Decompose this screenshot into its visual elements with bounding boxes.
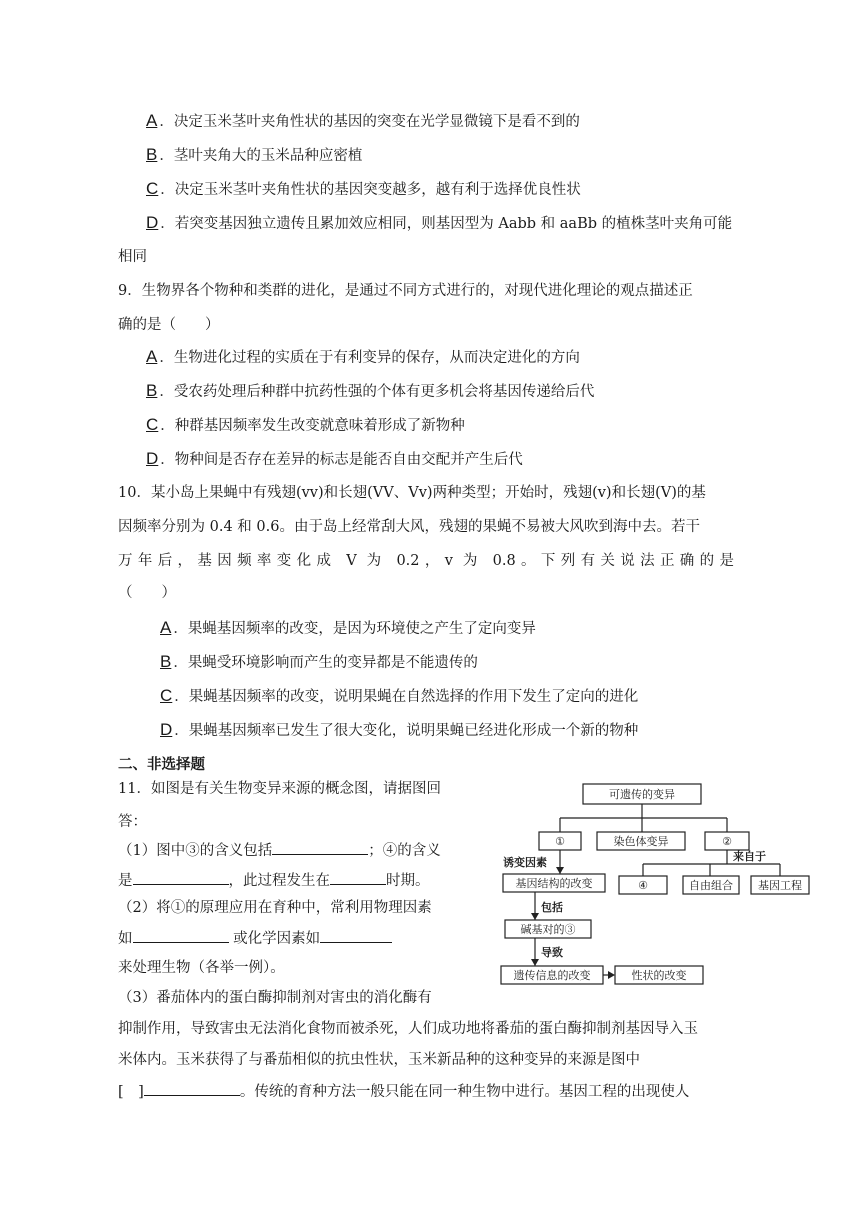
q11-part1-line-2: [118, 870, 430, 891]
option-text: ．若突变基因独立遗传且累加效应相同，则基因型为 Aabb 和 aaBb 的植株茎叶夹角可能: [160, 216, 733, 232]
from-label: 来自于: [733, 850, 766, 863]
option-letter: C: [160, 686, 173, 705]
option-text: ．果蝇基因频率已发生了很大变化，说明果蝇已经进化形成一个新的物种: [174, 723, 639, 739]
q11-part3-line-4: [118, 1081, 689, 1102]
option-text: ．物种间是否存在差异的标志是能否自由交配并产生后代: [160, 452, 523, 468]
concept-diagram: [495, 778, 815, 988]
option-text: ．果蝇基因频率的改变，说明果蝇在自然选择的作用下发生了定向的进化: [174, 689, 639, 705]
option-letter: A: [146, 347, 158, 366]
q11-part3-line-2: 抑制作用，导致害虫无法消化食物而被杀死，人们成功地将番茄的蛋白酶抑制剂基因导入玉: [118, 1021, 698, 1037]
q9-option-c: [146, 415, 465, 436]
option-text: ．受农药处理后种群中抗药性强的个体有更多机会将基因传递给后代: [159, 384, 595, 400]
answer-blank-4[interactable]: [133, 928, 229, 943]
heritable-variation-label: 可遗传的变异: [609, 788, 675, 801]
q11-part1-text-b: ；④的含义: [368, 843, 441, 859]
option-text: ．生物进化过程的实质在于有利变异的保存，从而决定进化的方向: [159, 350, 580, 366]
q10-option-b: [160, 652, 478, 673]
q8-option-a: [146, 111, 580, 132]
answer-blank-5[interactable]: [320, 928, 392, 943]
q8-option-c: [146, 179, 581, 200]
includes-label: 包括: [541, 901, 563, 914]
option-text: ．种群基因频率发生改变就意味着形成了新物种: [160, 418, 465, 434]
trait-change-label: 性状的改变: [631, 969, 687, 982]
q11-part2-line-3: 来处理生物（各举一例）。: [118, 960, 285, 976]
q11-part2-text-b: 如: [118, 931, 133, 947]
answer-blank-2[interactable]: [133, 870, 229, 885]
node2-label: ②: [722, 835, 732, 848]
q11-part1-text-c: 是: [118, 873, 133, 889]
option-letter: B: [146, 145, 158, 164]
q11-part3-line-3: 米体内。玉米获得了与番茄相似的抗虫性状，玉米新品种的这种变异的来源是图中: [118, 1052, 640, 1068]
q11-part1-text-e: 时期。: [386, 873, 430, 889]
node1-label: ①: [555, 835, 565, 848]
q9-option-a: [146, 347, 580, 368]
q11-part2-text-c: 或化学因素如: [228, 931, 321, 947]
option-letter: A: [160, 618, 172, 637]
option-letter: D: [146, 449, 159, 468]
option-text: ．决定玉米茎叶夹角性状的基因的突变在光学显微镜下是看不到的: [159, 114, 580, 130]
q9-option-d: [146, 449, 523, 470]
option-text: ．果蝇基因频率的改变，是因为环境使之产生了定向变异: [173, 621, 536, 637]
option-letter: C: [146, 179, 159, 198]
option-text: ．决定玉米茎叶夹角性状的基因突变越多，越有利于选择优良性状: [160, 182, 581, 198]
q10-option-a: [160, 618, 536, 639]
option-letter: D: [146, 213, 159, 232]
free-combination-label: 自由组合: [689, 879, 733, 892]
q10-option-c: [160, 686, 638, 707]
q11-part1-text-d: ，此过程发生在: [228, 873, 330, 889]
genetic-info-label: 遗传信息的改变: [513, 969, 591, 982]
q10-stem-line-2: 因频率分别为 0.4 和 0.6。由于岛上经常刮大风，残翅的果蝇不易被大风吹到海中去。若干: [118, 519, 700, 535]
q11-part3-text-d: [ ]: [118, 1084, 144, 1100]
answer-blank-1[interactable]: [272, 840, 368, 855]
answer-blank-6[interactable]: [144, 1081, 240, 1096]
q11-part2-line-1: （2）将①的原理应用在育种中，常利用物理因素: [118, 900, 432, 916]
q10-stem-line-3: 万年后，基因频率变化成 V 为 0.2，v 为 0.8。下列有关说法正确的是: [118, 553, 734, 569]
q11-stem-line-2: 答：: [118, 814, 147, 830]
option-text: ．茎叶夹角大的玉米品种应密植: [159, 148, 363, 164]
q9-stem-line-1: 9．生物界各个物种和类群的进化，是通过不同方式进行的，对现代进化理论的观点描述正: [118, 283, 693, 299]
option-letter: C: [146, 415, 159, 434]
option-letter: A: [146, 111, 158, 130]
q11-part1-line-1: [118, 840, 441, 861]
q11-part1-text-a: （1）图中③的含义包括: [118, 843, 273, 859]
q10-stem-line-1: 10．某小岛上果蝇中有残翅(vv)和长翅(VV、Vv)两种类型；开始时，残翅(v)和长翅(V)的基: [118, 485, 706, 501]
option-letter: B: [160, 652, 172, 671]
q8-option-b: [146, 145, 362, 166]
q9-stem-line-2: 确的是（ ）: [118, 317, 220, 333]
option-text: ．果蝇受环境影响而产生的变异都是不能遗传的: [173, 655, 478, 671]
base-pair-label: 碱基对的③: [520, 923, 576, 936]
q10-option-d: [160, 720, 638, 741]
q10-stem-line-4: （ ）: [118, 585, 176, 601]
option-letter: D: [160, 720, 173, 739]
q11-stem-line-1: 11．如图是有关生物变异来源的概念图，请据图回: [118, 781, 441, 797]
q9-option-b: [146, 381, 594, 402]
gene-structure-label: 基因结构的改变: [515, 877, 593, 890]
q8-option-d-continued: 相同: [118, 249, 147, 265]
mutagen-label: 诱变因素: [503, 856, 547, 869]
q11-part2-line-2: [118, 928, 392, 949]
leads-label: 导致: [541, 946, 563, 959]
q11-part3-text-e: 。传统的育种方法一般只能在同一种生物中进行。基因工程的出现使人: [239, 1084, 690, 1100]
answer-blank-3[interactable]: [330, 870, 386, 885]
gene-engineering-label: 基因工程: [758, 879, 802, 892]
option-letter: B: [146, 381, 158, 400]
chromosome-variation-label: 染色体变异: [613, 835, 669, 848]
q8-option-d: [146, 213, 732, 234]
node4-label: ④: [638, 879, 648, 892]
section-heading: 二、非选择题: [118, 756, 205, 773]
q11-part3-line-1: （3）番茄体内的蛋白酶抑制剂对害虫的消化酶有: [118, 990, 432, 1006]
